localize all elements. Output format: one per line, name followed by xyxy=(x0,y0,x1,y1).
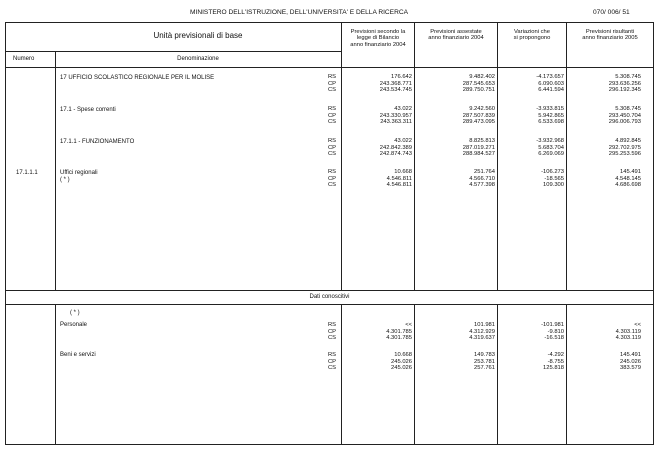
item-label: Personale xyxy=(60,322,88,328)
col1-values: 10.668 245.026 245.026 xyxy=(391,352,412,372)
col1-values: << 4.301.785 4.301.785 xyxy=(386,322,412,342)
row-description: 17 UFFICIO SCOLASTICO REGIONALE PER IL MOLISE xyxy=(60,75,215,81)
col2-values: 149.783 253.781 257.761 xyxy=(474,352,495,372)
denominazione-header: Denominazione xyxy=(177,56,219,62)
type-codes: RS CP CS xyxy=(328,352,337,372)
dati-conoscitivi-title: Dati conoscitivi xyxy=(309,294,350,300)
col4-header: Previsioni risultanti anno finanziario 2005 xyxy=(582,29,638,42)
col4-values: << 4.303.119 4.303.119 xyxy=(615,322,641,342)
page-reference: 070/ 006/ 51 xyxy=(593,9,630,16)
col4-values: 5.308.745 293.450.704 296.006.793 xyxy=(608,106,641,126)
type-codes: RS CP CS xyxy=(328,138,337,158)
col3-values: -101.981 -9.810 -16.518 xyxy=(541,322,564,342)
row-description: 17.1 - Spese correnti xyxy=(60,107,116,113)
upb-title: Unità previsionali di base xyxy=(153,31,243,40)
col4-values: 5.308.745 293.636.256 296.192.345 xyxy=(608,74,641,94)
col1-values: 10.668 4.546.811 4.546.811 xyxy=(386,169,412,189)
col3-header: Variazioni che si propongono xyxy=(513,29,551,42)
col3-values: -3.933.815 5.942.865 6.533.698 xyxy=(536,106,564,126)
ministry-title: MINISTERO DELL'ISTRUZIONE, DELL'UNIVERSITA' E DELLA RICERCA xyxy=(190,9,408,16)
col3-values: -4.173.657 6.090.603 6.441.594 xyxy=(536,74,564,94)
col3-values: -3.932.968 5.683.704 6.269.069 xyxy=(536,138,564,158)
col1-values: 176.642 243.368.771 243.534.745 xyxy=(379,74,412,94)
col2-values: 9.482.402 287.545.653 289.750.751 xyxy=(462,74,495,94)
col2-values: 8.825.813 287.019.271 288.984.527 xyxy=(462,138,495,158)
col2-header: Previsioni assestate anno finanziario 2004 xyxy=(428,29,484,42)
type-codes: RS CP CS xyxy=(328,106,337,126)
col1-values: 43.022 242.842.389 242.874.743 xyxy=(379,138,412,158)
col3-values: -4.292 -8.755 125.818 xyxy=(543,352,564,372)
numero-header: Numero xyxy=(13,56,35,62)
row-description: 17.1.1 - FUNZIONAMENTO xyxy=(60,139,135,145)
type-codes: RS CP CS xyxy=(328,169,337,189)
type-codes: RS CP CS xyxy=(328,74,337,94)
row-number: 17.1.1.1 xyxy=(16,170,38,176)
col4-values: 4.892.845 292.702.975 295.253.596 xyxy=(608,138,641,158)
col1-values: 43.022 243.330.957 243.363.311 xyxy=(379,106,412,126)
row-description: Uffici regionali ( * ) xyxy=(60,170,98,183)
col2-values: 101.981 4.312.929 4.319.637 xyxy=(469,322,495,342)
col4-values: 145.491 245.026 383.579 xyxy=(620,352,641,372)
item-label: Beni e servizi xyxy=(60,352,96,358)
col2-values: 9.242.560 287.507.839 289.473.095 xyxy=(462,106,495,126)
col1-header: Previsioni secondo la legge di Bilancio anno finanziario 2004 xyxy=(350,29,406,48)
dati-note: ( * ) xyxy=(70,310,80,316)
col4-values: 145.491 4.548.145 4.686.698 xyxy=(615,169,641,189)
type-codes: RS CP CS xyxy=(328,322,337,342)
col2-values: 251.764 4.566.710 4.577.398 xyxy=(469,169,495,189)
col3-values: -106.273 -18.565 109.300 xyxy=(541,169,564,189)
